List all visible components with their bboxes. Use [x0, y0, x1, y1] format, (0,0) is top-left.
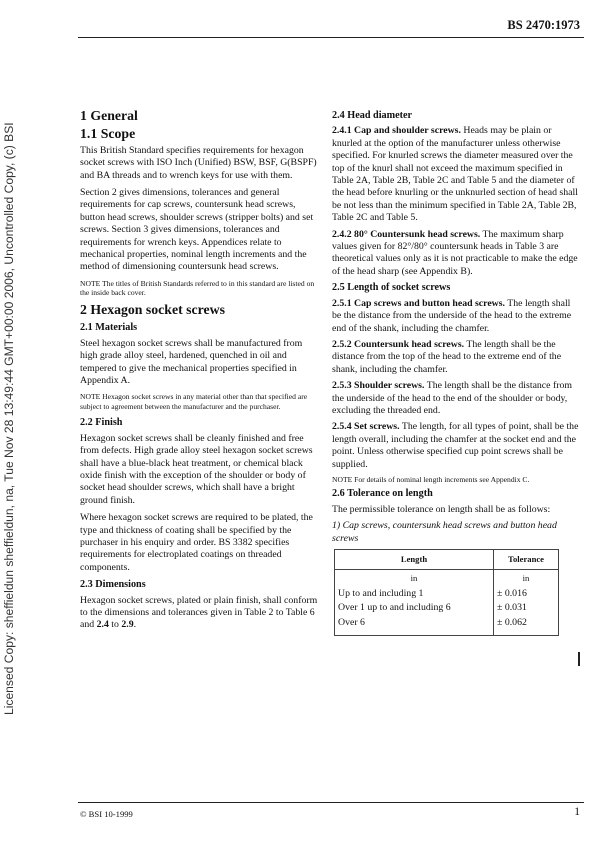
header-rule [78, 37, 584, 38]
label-2-5-1: 2.5.1 Cap screws and button head screws. [332, 297, 506, 309]
tolerance-list-item: 1) Cap screws, countersunk head screws and button head screws [332, 520, 557, 544]
materials-paragraph: Steel hexagon socket screws shall be manufactured from high grade alloy steel, hardened, quenched in oil and tempered to give the mechanical properties specified in Appendix A. [80, 337, 303, 386]
section-2-2-title: 2.2 Finish [80, 417, 123, 429]
text-2-5-4: The length, for all types of point, shall be the length overall, including the chamfer at the socket end and the point. Unless otherwise specified cup point screws shall be supplied. [332, 421, 579, 470]
ref-end: . [133, 619, 137, 631]
text-2-4-1: Heads may be plain or knurled at the option of the manufacturer unless otherwise specified. For knurled screws the diameter measured over the top of the knurl shall not exceed the maximum specified in Table 2A, Table 2B, Table 2C and Table 5 and the diameter of the head before knurling or the unknurled section of head shall be not less than the minimum specified in Table 2A, Table 2B, Table 2C and Table 5. [332, 125, 578, 224]
table-unit-row [335, 569, 559, 587]
section-1-1-title: 1.1 Scope [80, 126, 136, 142]
finish-paragraph-1: Hexagon socket screws shall be cleanly finished and free from defects. High grade alloy steel hexagon socket screws shall have a blue-black heat treatment, or chemical black oxide finish with the exception of the shoulder or body of socket head shoulder screws, which shall have a bright ground finish. [80, 432, 313, 506]
section-2-5-title: 2.5 Length of socket screws [332, 282, 451, 294]
row-length: Over 1 up to and including 6 [335, 601, 494, 615]
length-note: NOTE For details of nominal length increments see Appendix C. [332, 474, 530, 484]
left-column [80, 110, 318, 637]
row-tolerance: ± 0.062 [494, 616, 559, 636]
row-length: Up to and including 1 [335, 587, 494, 601]
dimensions-paragraph [80, 595, 318, 632]
standard-number: BS 2470:1973 [507, 18, 580, 32]
change-bar [578, 652, 580, 666]
section-2-title: 2 Hexagon socket screws [80, 301, 225, 317]
text-2-5-1: The length shall be the distance from the underside of the head to the extreme end of the shank, including the chamfer. [332, 297, 572, 334]
table-row [335, 616, 559, 636]
section-2-4-title: 2.4 Head diameter [332, 110, 413, 121]
table-header-row [335, 550, 559, 569]
label-2-5-2: 2.5.2 Countersunk head screws. [332, 338, 465, 350]
unit-tolerance: in [494, 569, 559, 587]
text-2-5-2: The length shall be the distance from the top of the head to the extreme end of the shank, including the chamfer. [332, 338, 562, 375]
table-row [335, 587, 559, 601]
label-2-5-3: 2.5.3 Shoulder screws. [332, 380, 425, 392]
para-2-5-3 [332, 380, 582, 417]
copyright: © BSI 10-1999 [80, 809, 133, 819]
materials-note: NOTE Hexagon socket screws in any material other than that specified are subject to agreement between the manufacturer and the purchaser. [80, 392, 308, 411]
row-tolerance: ± 0.016 [494, 587, 559, 601]
ref-connector: to [108, 619, 122, 631]
text-2-5-3: The length shall be the distance from the underside of the head to the end of the shoulder or body, excluding the threaded end. [332, 380, 572, 416]
dimensions-text: Hexagon socket screws, plated or plain finish, shall conform to the dimensions and tolerances given in Table 2 to Table 6 and [80, 594, 318, 631]
scope-note: NOTE The titles of British Standards referred to in this standard are listed on the inside back cover. [80, 278, 315, 298]
text-2-4-2: The maximum sharp values given for 82°/80° countersunk heads in Table 3 are theoretical values only as it is not practicable to make the edge of the head sharp (see Appendix B). [332, 228, 578, 277]
tolerance-table [334, 549, 559, 636]
page-number: 1 [574, 806, 580, 818]
section-1-title: 1 General [80, 108, 138, 123]
section-2-6-title: 2.6 Tolerance on length [332, 488, 433, 500]
section-2-1-title: 2.1 Materials [80, 322, 138, 334]
footer-rule [78, 802, 584, 803]
row-tolerance: ± 0.031 [494, 601, 559, 615]
right-column [332, 110, 582, 636]
label-2-4-2: 2.4.2 80° Countersunk head screws. [332, 228, 481, 240]
finish-paragraph-2: Where hexagon socket screws are required to be plated, the type and thickness of coating shall be specified by the purchaser in his enquiry and order. BS 3382 specifies requirements for electroplated coatings on threaded components. [80, 512, 313, 573]
unit-length: in [335, 569, 494, 587]
para-2-4-2 [332, 229, 582, 279]
tolerance-paragraph: The permissible tolerance on length shall be as follows: [332, 503, 551, 515]
para-2-5-4 [332, 421, 582, 471]
ref-2-4: 2.4 [96, 619, 109, 631]
license-watermark: Licensed Copy: sheffieldun sheffieldun, na, Tue Nov 28 13:49:44 GMT+00:00 2006, Uncontrolled Copy, (c) BSI [2, 122, 16, 715]
section-2-3-title: 2.3 Dimensions [80, 579, 146, 591]
row-length: Over 6 [335, 616, 494, 636]
para-2-5-1 [332, 298, 582, 335]
scope-paragraph-2: Section 2 gives dimensions, tolerances and general requirements for cap screws, countersunk head screws, button head screws, shoulder screws (stripper bolts) and set screws. Section 3 gives dimensions, tolerances and requirements for wrench keys. Appendices relate to mechanical properties, nominal length increments and the method of dimensioning countersunk head screws. [80, 187, 314, 273]
table-row [335, 601, 559, 615]
ref-2-9: 2.9 [121, 619, 134, 631]
header-tolerance: Tolerance [494, 550, 559, 569]
label-2-5-4: 2.5.4 Set screws. [332, 421, 400, 433]
para-2-4-1 [332, 125, 582, 224]
header-length: Length [335, 550, 494, 569]
scope-paragraph-1: This British Standard specifies requirements for hexagon socket screws with ISO Inch (Unified) BSW, BSF, G(BSPF) and BA threads and to wrench keys for use with them. [80, 144, 317, 181]
label-2-4-1: 2.4.1 Cap and shoulder screws. [332, 125, 461, 137]
para-2-5-2 [332, 339, 582, 376]
